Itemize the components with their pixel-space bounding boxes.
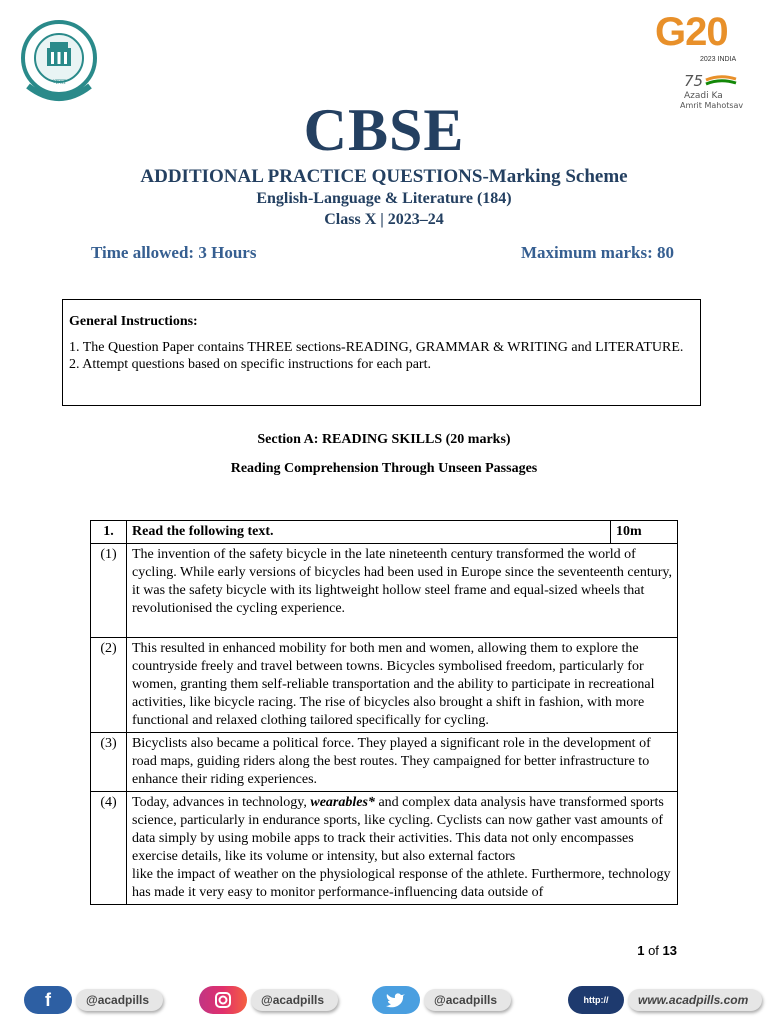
svg-text:Amrit Mahotsav: Amrit Mahotsav <box>680 101 744 110</box>
question-instruction: Read the following text. <box>127 521 611 544</box>
paragraph-text <box>127 792 678 905</box>
general-instructions-box <box>62 299 701 406</box>
g20-subtext: 2023 INDIA <box>700 56 737 63</box>
paragraph-text: This resulted in enhanced mobility for both men and women, allowing them to explore the countryside freely and travel between towns. Bicycles symbolised freedom, particularly for women, granting them self-reliable transportation and the ability to participate in recreational activities, like bicycle racing. The rise of bicycles also brought a shift in fashion, with more functional and relaxed clothing tailored specifically for cycling. <box>127 638 678 733</box>
website-link[interactable] <box>568 984 762 1016</box>
instagram-icon <box>199 986 247 1014</box>
svg-text:75: 75 <box>684 72 704 90</box>
paragraph-label: (2) <box>91 638 127 733</box>
http-icon: http:// <box>568 986 624 1014</box>
question-marks: 10m <box>611 521 678 544</box>
cbse-logo <box>20 18 98 108</box>
question-table <box>90 520 678 905</box>
table-row <box>91 521 678 544</box>
table-row <box>91 544 678 638</box>
paragraph-label: (3) <box>91 733 127 792</box>
facebook-handle: @acadpills <box>76 989 163 1011</box>
twitter-icon <box>372 986 420 1014</box>
paragraph-label: (4) <box>91 792 127 905</box>
table-row <box>91 638 678 733</box>
paragraph-text: Bicyclists also became a political force. They played a significant role in the development of road maps, guiding riders along the best routes. They campaigned for better infrastructure to enhance their riding experiences. <box>127 733 678 792</box>
instructions-heading: General Instructions: <box>69 314 198 329</box>
paragraph-label: (1) <box>91 544 127 638</box>
table-row <box>91 733 678 792</box>
paragraph-text: The invention of the safety bicycle in the late nineteenth century transformed the world of cycling. While early versions of bicycles had been used in Europe since the seventeenth century, it was the safety bicycle with its lightweight hollow steel frame and equal-sized wheels that revolutionised the cycling experience. <box>127 544 678 638</box>
instagram-link[interactable] <box>199 984 338 1016</box>
document-subtitle: ADDITIONAL PRACTICE QUESTIONS-Marking Scheme <box>140 166 628 187</box>
instagram-handle: @acadpills <box>251 989 338 1011</box>
page-number <box>637 943 677 958</box>
svg-text:Azadi Ka: Azadi Ka <box>684 91 723 101</box>
class-year-line: Class X | 2023–24 <box>324 211 444 228</box>
page-title: CBSE <box>303 97 465 163</box>
page-current: 1 <box>637 943 645 958</box>
section-a-heading: Section A: READING SKILLS (20 marks) <box>257 432 511 447</box>
subject-line: English-Language & Literature (184) <box>256 190 512 207</box>
wearables-emphasis: wearables* <box>310 795 375 810</box>
website-url: www.acadpills.com <box>628 989 762 1011</box>
page-total: 13 <box>662 943 677 958</box>
twitter-link[interactable] <box>372 984 511 1016</box>
instruction-item: 1. The Question Paper contains THREE sections-READING, GRAMMAR & WRITING and LITERATURE. <box>69 340 684 355</box>
facebook-link[interactable] <box>24 984 163 1016</box>
page-of: of <box>648 943 659 958</box>
paragraph-text-part: like the impact of weather on the physiological response of the athlete. Furthermore, technology has made it very easy to monitor performance-influencing data outside of <box>132 867 671 900</box>
svg-text:भारत: भारत <box>52 78 66 86</box>
facebook-icon: f <box>24 986 72 1014</box>
twitter-handle: @acadpills <box>424 989 511 1011</box>
paragraph-text-part: and complex data analysis have transformed sports science, particularly in endurance sports, like cycling. Cyclists can now gather vast amounts of data simply by using mobile apps to track their activities. This data not only encompasses exercise details, like its volume or intensity, but also external factors <box>132 795 664 864</box>
maximum-marks: Maximum marks: 80 <box>521 243 674 262</box>
paragraph-text-part: Today, advances in technology, <box>132 795 311 810</box>
instruction-item: 2. Attempt questions based on specific instructions for each part. <box>69 357 431 372</box>
question-number: 1. <box>91 521 127 544</box>
reading-comprehension-heading: Reading Comprehension Through Unseen Passages <box>230 461 538 476</box>
table-row <box>91 792 678 905</box>
g20-text: G20 <box>655 10 728 54</box>
time-allowed: Time allowed: 3 Hours <box>91 243 257 262</box>
